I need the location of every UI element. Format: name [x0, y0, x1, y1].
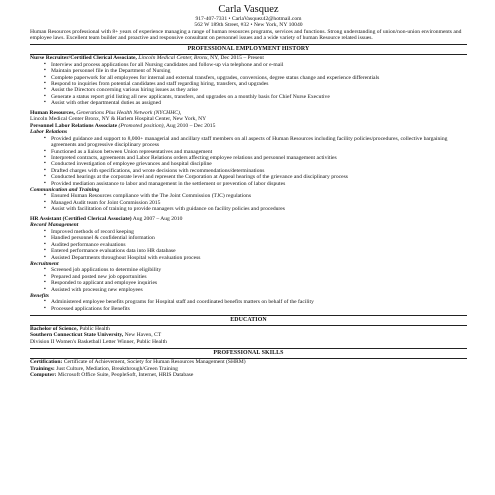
hhc-employer: Generations Plus Health Network (NYCHHC),: [76, 110, 182, 117]
list-item: ▪ Maintain personnel file in the Department of Nursing: [51, 68, 467, 74]
contact-address: 562 W 189th Street, #32 • New York, NY 10040: [194, 22, 303, 29]
hhc-title: Human Resources,: [30, 110, 75, 117]
list-item: ▪ Provided mediation assistance to labor and management in the settlement or prevention of labor disputes: [51, 181, 467, 187]
labor-relations-bullets: [30, 136, 467, 187]
school-name: Southern Connecticut State University,: [30, 332, 124, 339]
hhc-role: Personnel Labor Relations Associate: [30, 122, 118, 129]
school-location: New Haven, CT: [124, 332, 162, 339]
job-bullets: [30, 62, 467, 107]
recruitment-bullets: [30, 267, 467, 293]
list-item: ▪ Interpreted contracts, agreements and Labor Relations orders affecting employee relations and personnel management activities: [51, 155, 467, 161]
skills-heading: PROFESSIONAL SKILLS: [30, 348, 467, 357]
list-item: ▪ Conducted hearings at the corporate level and represent the Corporation at Appeal hearings of the grievance and disciplinary process: [51, 174, 467, 180]
category-label: Recruitment: [30, 260, 59, 267]
category-label: Record Management: [30, 222, 79, 229]
list-item: ▪ Generate a status report grid listing all new applicants, transfers, and upgrades on a monthly basis for Chief Nurse Executive: [51, 94, 467, 100]
category-label: Communication and Training: [30, 186, 100, 193]
list-item: ▪ Assist with facilitation of training to provide managers with guidance on facility policies and procedures: [51, 206, 467, 212]
degree-name: Bachelor of Science,: [30, 326, 78, 333]
list-item: ▪ Assist with other departmental duties as assigned: [51, 100, 467, 106]
category-label: Benefits: [30, 292, 49, 299]
skill-row: [30, 372, 467, 378]
contact-phone-email: 917-407-7331 • CarlaVasquez42@hotmail.com: [195, 16, 302, 22]
list-item: ▪ Improved methods of record keeping: [51, 229, 467, 235]
list-item: ▪ Audited performance evaluations: [51, 242, 467, 248]
job-title: Nurse Recruiter/Certified Clerical Associate,: [30, 55, 137, 62]
skill-label: Certification:: [30, 359, 63, 366]
profile-summary: Human Resources professional with 8+ years of experience managing a range of human resources programs, services and functions. Strong understanding of union/non-union environments and employee laws. Excellent team builder and proactive and responsive consultant on personnel issues and a wide variety of human Resource related issues.: [30, 28, 462, 41]
category-label: Labor Relations: [30, 129, 68, 136]
list-item: ▪ Assisted with processing new employees: [51, 287, 467, 293]
job-dates: NY, Dec 2015 – Present: [210, 55, 264, 62]
list-item: ▪ Processed applications for Benefits: [51, 306, 467, 312]
communication-bullets: [30, 193, 467, 212]
assistant-title: HR Assistant (Certified Clerical Associate): [30, 216, 132, 223]
degree-field: Public Health: [79, 326, 110, 333]
job-employer: Lincoln Medical Center, Bronx,: [138, 55, 209, 62]
candidate-name: Carla Vasquez: [218, 4, 279, 15]
list-item: ▪ Provided guidance and support to 8,000+ managerial and ancillary staff members on all aspects of Human Resources including facility policies/procedures, collective bargaining agreements and progressive disciplinary process: [51, 136, 467, 149]
skill-label: Trainings:: [30, 365, 55, 372]
list-item: ▪ Entered performance evaluations data into HR database: [51, 248, 467, 254]
hhc-dates: Aug 2010 – Dec 2015: [165, 122, 216, 129]
education-note: Division II Women's Basketball Letter Winner, Public Health: [30, 338, 167, 345]
list-item: ▪ Prepared and posted new job opportunities: [51, 274, 467, 280]
experience-heading: PROFESSIONAL EMPLOYMENT HISTORY: [30, 44, 467, 53]
list-item: ▪ Handled personnel & confidential information: [51, 235, 467, 241]
list-item: ▪ Functioned as a liaison between Union representatives and management: [51, 149, 467, 155]
list-item: ▪ Managed Audit team for Joint Commission 2015: [51, 200, 467, 206]
list-item: ▪ Interview and process applications for all Nursing candidates and follow-up via telephone and or e-mail: [51, 62, 467, 68]
list-item: ▪ Screened job applications to determine eligibility: [51, 267, 467, 273]
list-item: ▪ Respond to inquiries from potential candidates and staff regarding hiring, transfers, and upgrades: [51, 81, 467, 87]
benefits-bullets: [30, 299, 467, 312]
list-item: ▪ Administered employee benefits programs for Hospital staff and coordinated benefits matters on behalf of the facility: [51, 299, 467, 305]
skill-text: Just Culture, Mediation, Breakthrough/Green Training: [56, 365, 178, 372]
education-heading: EDUCATION: [30, 315, 467, 324]
list-item: ▪ Drafted charges with specifications, and wrote decisions with recommendations/determinations: [51, 168, 467, 174]
list-item: ▪ Responded to applicant and employee inquiries: [51, 280, 467, 286]
hhc-location: Lincoln Medical Center Bronx, NY & Harlem Hospital Center, New York, NY: [30, 116, 207, 123]
hhc-role-note: (Promoted position),: [118, 122, 165, 129]
list-item: ▪ Assist the Directors concerning various hiring issues as they arise: [51, 87, 467, 93]
list-item: ▪ Assisted Departments throughout Hospital with evaluation process: [51, 255, 467, 261]
list-item: ▪ Conducted investigation of employee grievances and hospital discipline: [51, 161, 467, 167]
skill-text: Microsoft Office Suite, PeopleSoft, Internet, HRIS Database: [57, 372, 194, 378]
skill-label: Computer:: [30, 372, 57, 378]
list-item: ▪ Ensured Human Resources compliance with the The Joint Commission (TJC) regulations: [51, 193, 467, 199]
record-management-bullets: [30, 229, 467, 261]
skill-text: Certificate of Achievement, Society for Human Resources Management (SHRM): [63, 359, 246, 366]
list-item: ▪ Complete paperwork for all employees for internal and external transfers, upgrades, conversions, degree status change and experience differentials: [51, 75, 467, 81]
assistant-dates: Aug 2007 – Aug 2010: [132, 216, 183, 223]
